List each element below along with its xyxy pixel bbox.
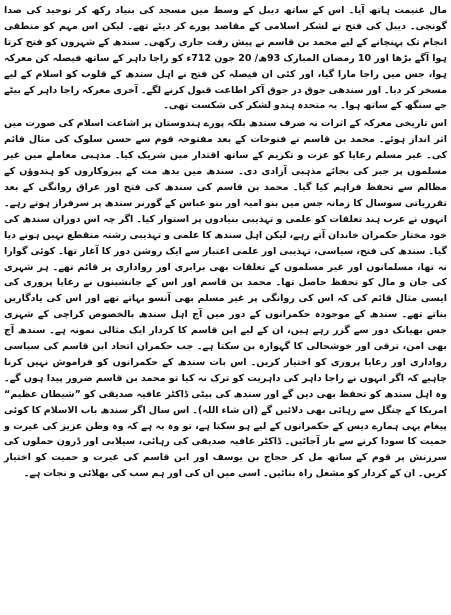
- paragraph-1: مال غنیمت ہاتھ آیا۔ اس کے ساتھ دیبل کے وسط میں مسجد کی بنیاد رکھ کر توحید کی صدا گونجی۔ دیبل کی فتح نے لشکر اسلامی کے مقاصد پورے کر دیئے تھے۔ لیکن اس مہم کو منطقی انجام تک پہنچانے کے لیے محمد بن قاسم نے پیش رفت جاری رکھی۔ سندھ کے شہروں کو فتح کرتا ہوا آگے بڑھا اور 10 رمضان المبارک 93ھ/ 20 جون 712ء کو راجا داہر کے ساتھ فیصلہ کن معرکہ ہوا، جس میں راجا مارا گیا، اور کئی ان فیصلہ کن فتح نے اہل سندھ کے قلوب کو اسلام کے لیے مسخر کر دیا۔ اور سندھی جوق در جوق آکر اطاعت قبول کرنے لگے۔ آخری معرکہ راجا داہر کے بیٹے جے سنگھ کے ساتھ ہوا۔ یہ متحدہ ہندو لشکر کی شکست تھی۔: [4, 5, 447, 112]
- paragraph-2: اس تاریخی معرکہ کے اثرات نہ صرف سندھ بلکہ پورے ہندوستان پر اشاعت اسلام کی صورت میں اثر انداز ہوئے۔ محمد بن قاسم نے فتوحات کے بعد مفتوحہ قوم سے حسن سلوک کی مثال قائم کی۔ غیر مسلم رعایا کو عزت و تکریم کے ساتھ اقتدار میں شریک کیا۔ مذہبی معاملے میں غیر مسلموں پر جبر کی بجائے مذہبی آزادی دی۔ سندھ میں بدھ مت کے پیروکاروں کو ہندوؤں کے مظالم سے تحفظ فراہم کیا گیا۔ محمد بن قاسم کی سندھ کی فتح اور عراق روانگی کے بعد تقرریاتی سوسال کا زمانہ جس میں بنو امیہ اور بنو عباس کے گورنر سندھ پر سرفراز ہوتے رہے۔ انہوں نے عرب ہند تعلقات کو علمی و تہذیبی بنیادوں پر استوار کیا۔ اگر چہ اس دوران سندھ کی خود مختار حکمران خاندان آتے رہے، لیکن اہل سندھ کا علمی و تہذیبی رشتہ منقطع نہیں ہونے دیا گیا۔ سندھ کی فتح، سیاسی، تہذیبی اور علمی اعتبار سے ایک روشن دور کا آغاز تھا۔ کوئی گوارا نہ تھا، مسلمانوں اور غیر مسلموں کے تعلقات بھی برابری اور رواداری پر قائم تھے۔ ہر شہری کی جان و مال کو تحفظ حاصل تھا۔ محمد بن قاسم اور اس کے جانشینوں نے رعایا پروری کی ایسی مثال قائم کی کہ اس کی روانگی پر غیر مسلم بھی آنسو بہاتے تھے اور اس کی یادگاریں بناتے تھے۔ سندھ کے موجودہ حکمرانوں کے دور میں آج اہل سندھ بالخصوص کراچی کے شہری جس بھیانک دور سے گزر رہے ہیں، ان کے لیے ابن قاسم کا کردار ایک مثالی نمونہ ہے۔ سندھ آج بھی امن، ترقی اور خوشحالی کا گہوارہ بن سکتا ہے۔ جب حکمران اتحاد ابن قاسم کی سیاسی رواداری اور رعایا پروری کو اختیار کریں۔ اس بات سندھ کے حکمرانوں کو فراموش نہیں کرنا چاہیے کہ اگر انہوں نے راجا داہر کی داہریت کو ترک نہ کیا تو محمد بن قاسم ضرور پیدا ہوں گے۔ وہ اہل سندھ کو تحفظ بھی دیں گے اور سندھ کی بیٹی ڈاکٹر عافیہ صدیقی کو ”شیطان عظیم“ امریکا کے چنگل سے رہائی بھی دلائیں گے (ان شاء اللہ)۔ اس سال اگر سندھ باب الاسلام کا کوئی پیغام یہی ہمارے دیس کے حکمرانوں کے لیے ہو سکتا ہے، تو وہ یہ ہے کہ وہ وطن عزیز کی غیرت و حمیت کا سودا کرنے سے باز آجائیں۔ ڈاکٹر عافیہ صدیقی کی رہائی، سیلابی اور ڈرون حملوں کی سرزنش پر قوم کے ساتھ مل کر حجاج بن یوسف اور ابن قاسم کی غیرت و حمیت کو اختیار کریں۔ ان کے کردار کو مشعل راہ بنائیں۔ اسی میں ان کی اور ہم سب کی بھلائی و نجات ہے۔: [4, 118, 447, 480]
